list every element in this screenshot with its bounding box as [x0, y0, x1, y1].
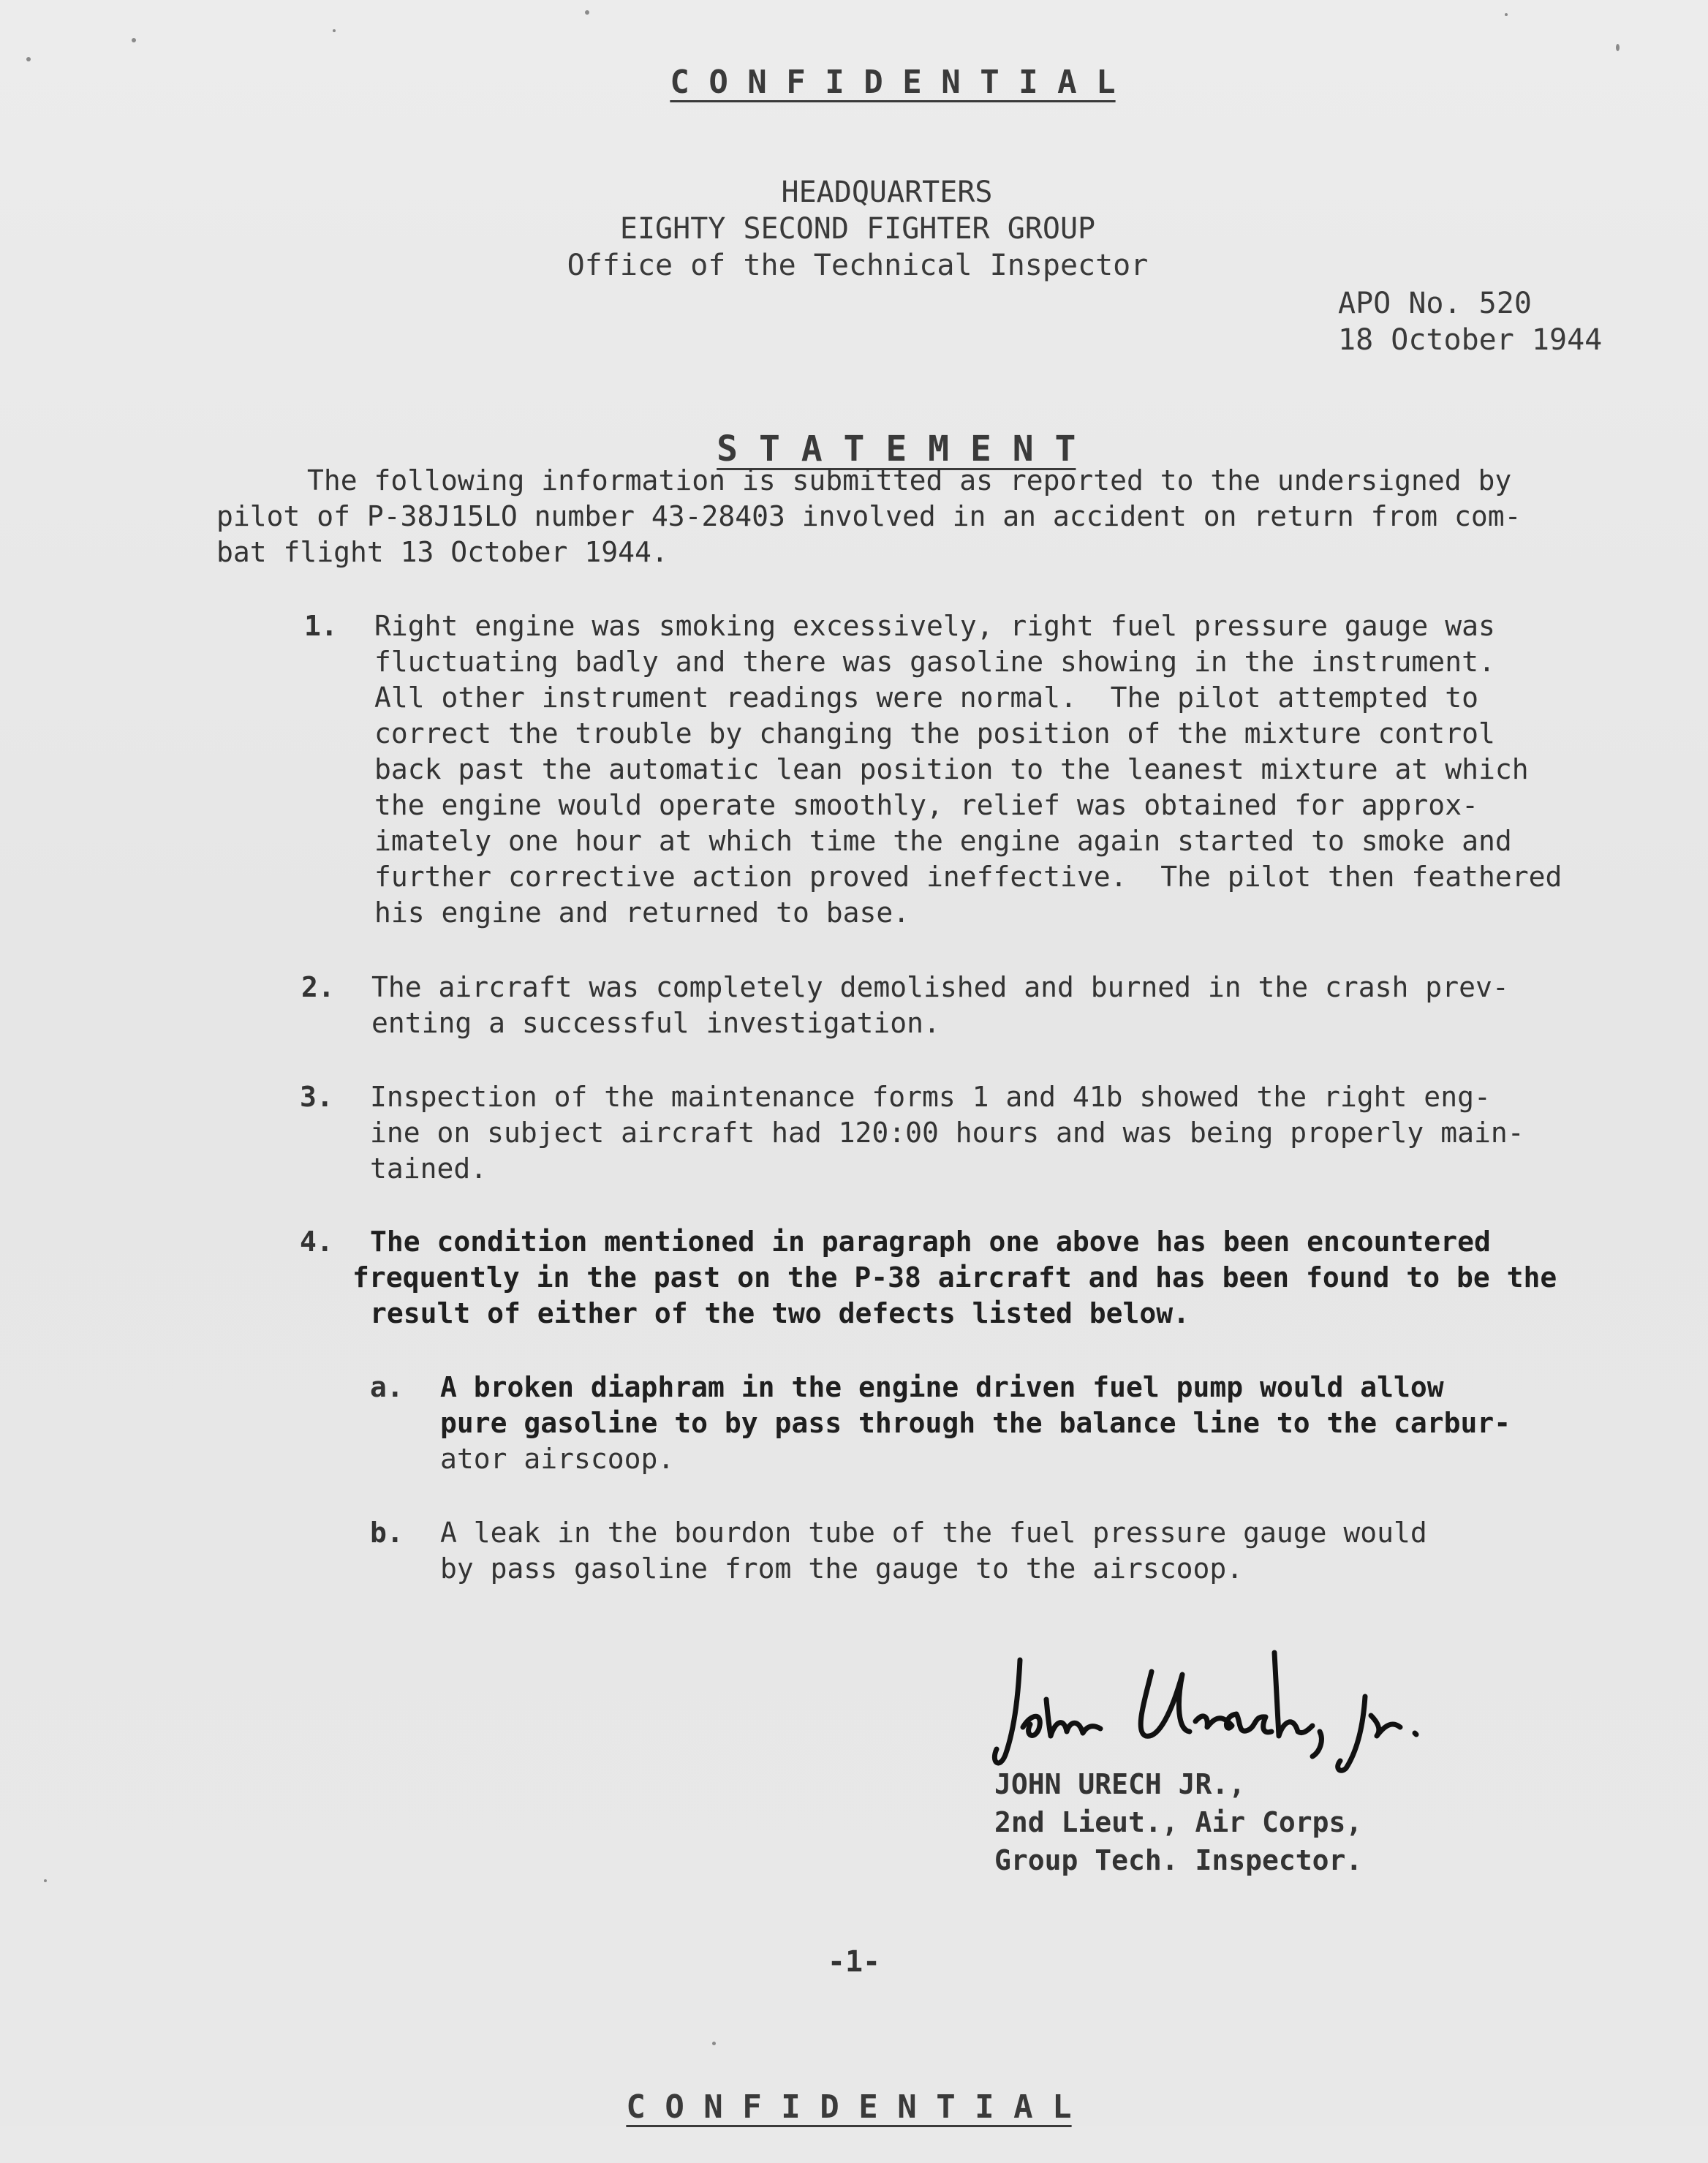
classification-top-text: C O N F I D E N T I A L: [670, 64, 1116, 101]
item-line: back past the automatic lean position to the leanest mixture at which: [374, 753, 1529, 785]
subitem-line: A leak in the bourdon tube of the fuel pressure gauge would: [440, 1517, 1427, 1549]
subitem-line: ator airscoop.: [440, 1443, 675, 1475]
item-line: Right engine was smoking excessively, right fuel pressure gauge was: [374, 610, 1495, 642]
classification-bottom: [0, 2051, 1708, 2163]
item-number: 2.: [301, 971, 335, 1003]
intro-line: The following information is submitted as reported to the undersigned by: [307, 464, 1512, 497]
item-number: 1.: [304, 610, 338, 642]
statement-title-text: S T A T E M E N T: [717, 429, 1076, 469]
item-line: imately one hour at which time the engine again started to smoke and: [374, 825, 1512, 857]
subitem-line: A broken diaphram in the engine driven fuel pump would allow: [440, 1371, 1444, 1403]
item-line: correct the trouble by changing the position of the mixture control: [374, 717, 1495, 750]
intro-line: pilot of P-38J15LO number 43-28403 involved in an accident on return from com-: [216, 500, 1522, 532]
scan-speck: [44, 1879, 47, 1882]
item-line: tained.: [370, 1152, 488, 1185]
subitem-line: pure gasoline to by pass through the balance line to the carbur-: [440, 1407, 1511, 1439]
scan-speck: [585, 10, 589, 15]
document-date: 18 October 1944: [1338, 323, 1603, 357]
scan-speck: [1505, 13, 1508, 16]
item-line: his engine and returned to base.: [374, 896, 910, 929]
signature-graphic: [991, 1645, 1444, 1777]
org-office: Office of the Technical Inspector: [567, 249, 1149, 282]
page-number: -1-: [827, 1945, 881, 1979]
item-number: 4.: [300, 1226, 333, 1258]
item-line: Inspection of the maintenance forms 1 and 41b showed the right eng-: [370, 1081, 1491, 1113]
signer-name: JOHN URECH JR.,: [994, 1768, 1246, 1800]
item-number: 3.: [300, 1081, 333, 1113]
item-line: The aircraft was completely demolished and burned in the crash prev-: [371, 971, 1509, 1003]
item-line: The condition mentioned in paragraph one above has been encountered: [370, 1226, 1491, 1258]
org-headquarters: HEADQUARTERS: [781, 175, 993, 209]
item-line: fluctuating badly and there was gasoline showing in the instrument.: [374, 646, 1495, 678]
classification-bottom-text: C O N F I D E N T I A L: [626, 2088, 1072, 2126]
item-line: the engine would operate smoothly, relief was obtained for approx-: [374, 789, 1478, 821]
item-line: frequently in the past on the P-38 aircraft and has been found to be the: [352, 1261, 1557, 1294]
subitem-letter: a.: [370, 1371, 404, 1403]
item-line: result of either of the two defects listed below.: [370, 1297, 1190, 1329]
item-line: further corrective action proved ineffective. The pilot then feathered: [374, 861, 1562, 893]
apo-number: APO No. 520: [1338, 287, 1532, 320]
intro-line: bat flight 13 October 1944.: [216, 536, 668, 568]
handwritten-signature: [991, 1645, 1444, 1780]
classification-top: [0, 26, 1708, 138]
item-line: enting a successful investigation.: [371, 1007, 940, 1039]
item-line: All other instrument readings were normal. The pilot attempted to: [374, 682, 1478, 714]
scan-speck: [712, 2042, 716, 2045]
subitem-line: by pass gasoline from the gauge to the airscoop.: [440, 1552, 1244, 1585]
subitem-letter: b.: [370, 1517, 404, 1549]
item-line: ine on subject aircraft had 120:00 hours and was being properly main-: [370, 1117, 1524, 1149]
org-fighter-group: EIGHTY SECOND FIGHTER GROUP: [619, 212, 1096, 246]
signer-position: Group Tech. Inspector.: [994, 1844, 1363, 1876]
signer-rank: 2nd Lieut., Air Corps,: [994, 1806, 1363, 1838]
